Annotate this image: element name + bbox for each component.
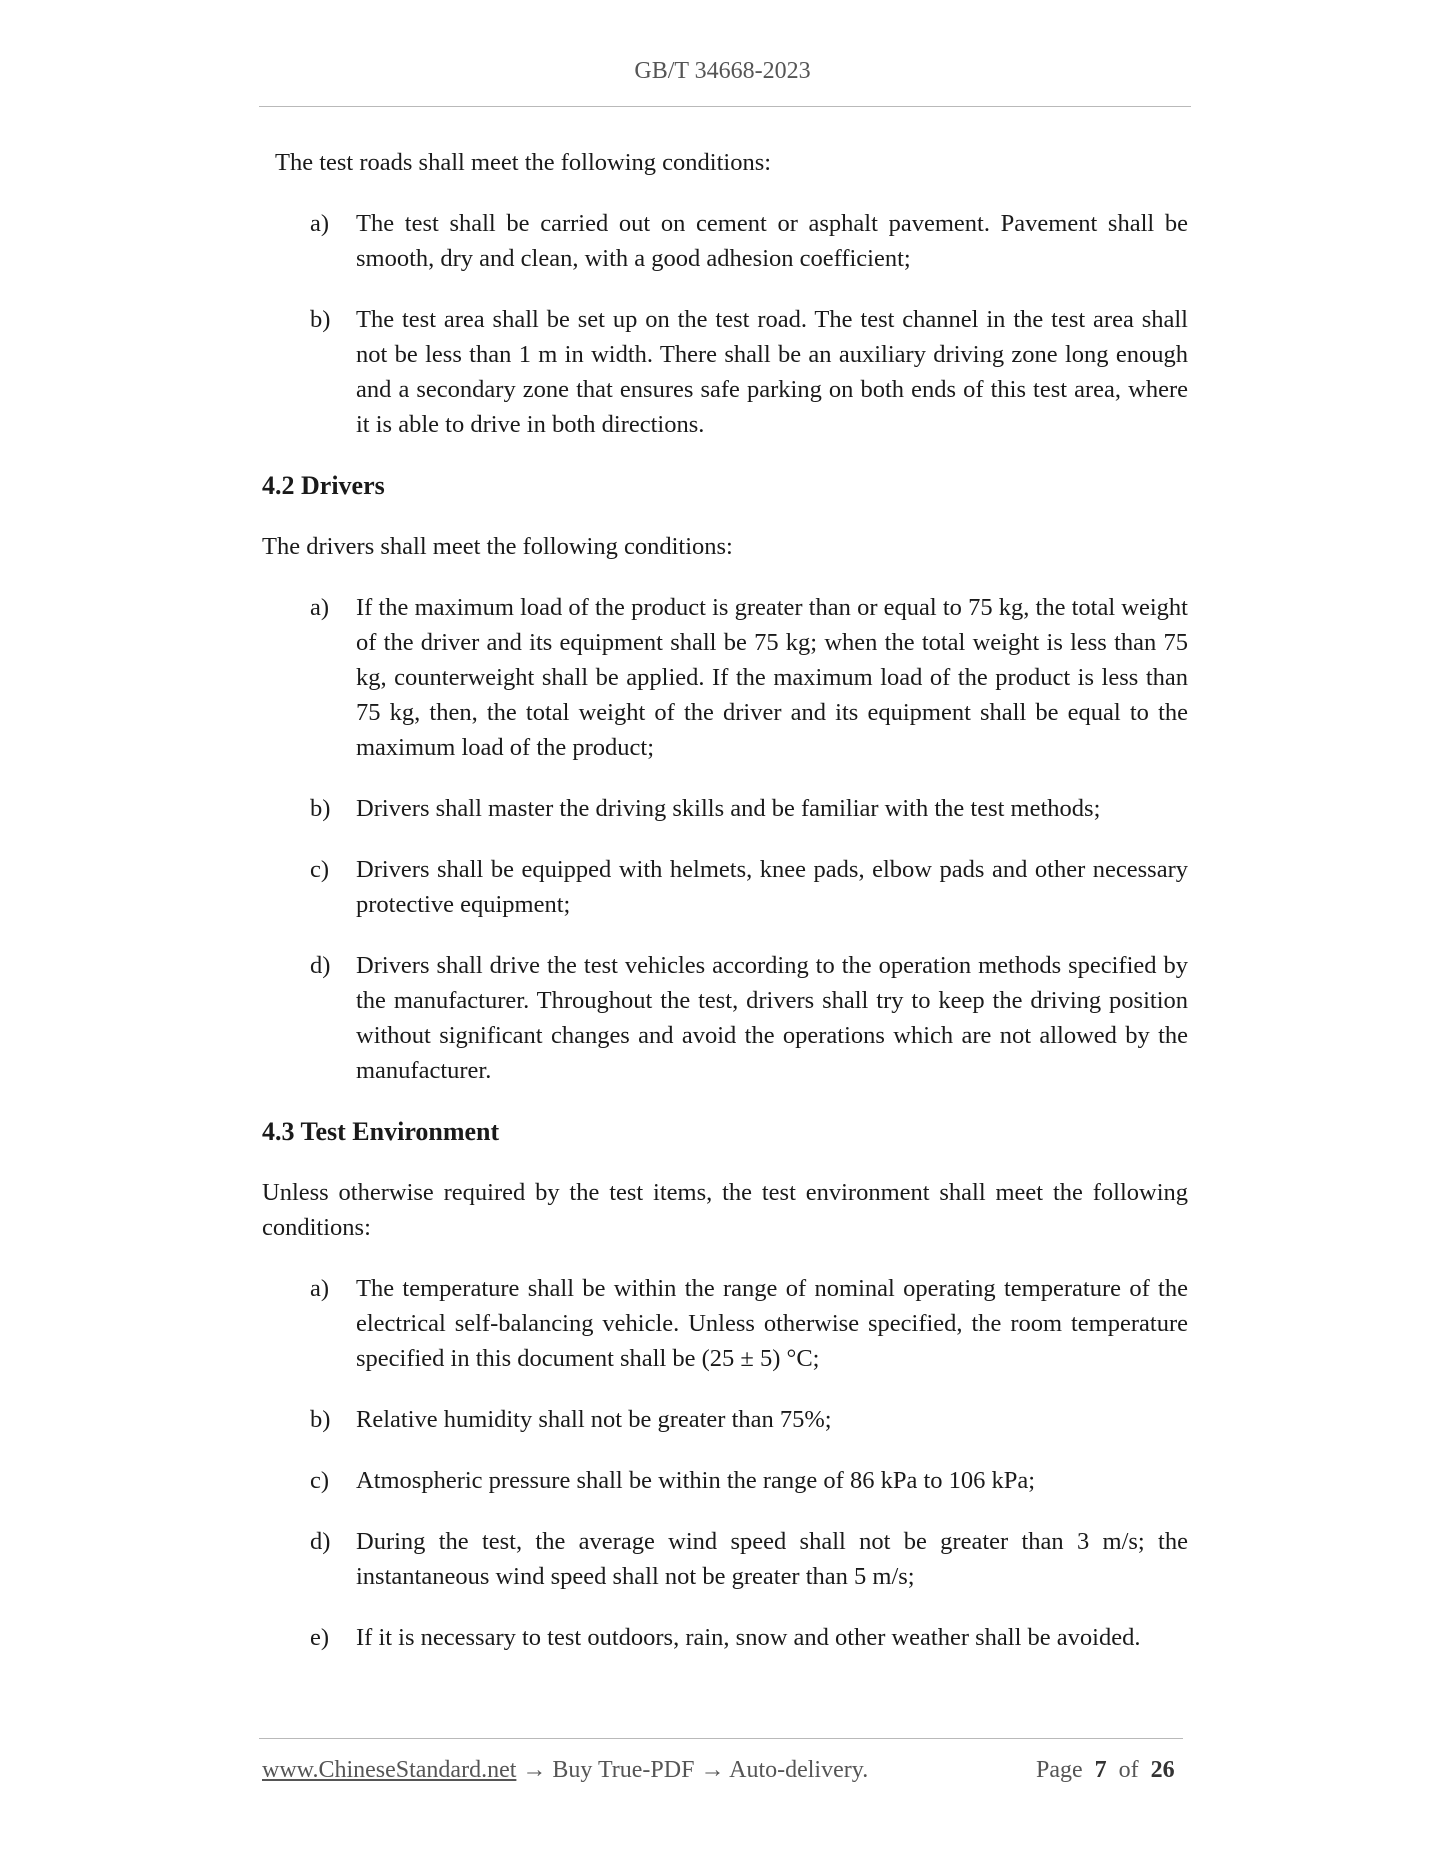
list-marker: b) [310, 1406, 331, 1433]
list-item-text: Drivers shall be equipped with helmets, knee pads, elbow pads and other necessary protective equipment; [356, 856, 1188, 918]
list-item [262, 206, 1188, 276]
list-item-text: Relative humidity shall not be greater than 75%; [356, 1406, 832, 1433]
list-marker: b) [310, 306, 331, 333]
footer-promo-text: → Buy True-PDF → Auto-delivery. [516, 1757, 869, 1783]
list-item-text: Drivers shall drive the test vehicles according to the operation methods specified by the manufacturer. Throughout the test, drivers shall try to keep the driving position without significant changes and avoid the operations which are not allowed by the manufacturer. [356, 952, 1188, 1084]
list-item-text: The temperature shall be within the range of nominal operating temperature of the electrical self-balancing vehicle. Unless otherwise specified, the room temperature specified in this document shall be (25 ± 5) °C; [356, 1275, 1188, 1372]
list-marker: c) [310, 856, 330, 883]
header-divider [259, 106, 1191, 107]
page-of-label: of [1118, 1757, 1139, 1783]
list-marker: a) [310, 1275, 330, 1302]
section-heading-test-environment: 4.3 Test Environment [262, 1117, 500, 1146]
page-total: 26 [1150, 1757, 1175, 1783]
footer-promo [262, 1757, 868, 1784]
list-item [262, 1463, 1188, 1498]
list-item-text: The test shall be carried out on cement or asphalt pavement. Pavement shall be smooth, dry and clean, with a good adhesion coefficient; [356, 210, 1188, 272]
list-marker: b) [310, 795, 331, 822]
list-marker: a) [310, 594, 330, 621]
list-item-text: If it is necessary to test outdoors, rain, snow and other weather shall be avoided. [356, 1624, 1141, 1651]
list-item-text: If the maximum load of the product is greater than or equal to 75 kg, the total weight of the driver and its equipment shall be 75 kg; when the total weight is less than 75 kg, counterweight shall be applied. If the maximum load of the product is less than 75 kg, then, the total weight of the driver and its equipment shall be equal to the maximum load of the product; [356, 594, 1188, 761]
list-item [262, 1402, 1188, 1437]
list-item-text: The test area shall be set up on the test road. The test channel in the test area shall not be less than 1 m in width. There shall be an auxiliary driving zone long enough and a secondary zone that ensures safe parking on both ends of this test area, where it is able to drive in both directions. [356, 306, 1188, 438]
footer-divider [259, 1738, 1183, 1739]
list-item [262, 1524, 1188, 1594]
list-marker: a) [310, 210, 330, 237]
list-item-text: Drivers shall master the driving skills and be familiar with the test methods; [356, 795, 1101, 822]
document-header-title: GB/T 34668-2023 [634, 58, 811, 84]
list-item [262, 791, 1188, 826]
roads-intro: The test roads shall meet the following conditions: [275, 149, 772, 176]
list-marker: c) [310, 1467, 330, 1494]
list-marker: d) [310, 952, 331, 979]
list-item [262, 948, 1188, 1088]
list-item-text: Atmospheric pressure shall be within the range of 86 kPa to 106 kPa; [356, 1467, 1036, 1494]
page-indicator [1036, 1757, 1175, 1784]
section-heading-drivers: 4.2 Drivers [262, 471, 385, 500]
list-item [262, 1271, 1188, 1376]
page-content [262, 145, 1188, 1681]
environment-intro: Unless otherwise required by the test items, the test environment shall meet the following conditions: [262, 1179, 1188, 1241]
list-marker: e) [310, 1624, 330, 1651]
page-label: Page [1036, 1757, 1083, 1783]
list-item [262, 590, 1188, 765]
page-number: 7 [1094, 1757, 1107, 1783]
list-item-text: During the test, the average wind speed shall not be greater than 3 m/s; the instantaneous wind speed shall not be greater than 5 m/s; [356, 1528, 1188, 1590]
list-item [262, 852, 1188, 922]
drivers-intro: The drivers shall meet the following conditions: [262, 533, 733, 560]
list-marker: d) [310, 1528, 331, 1555]
list-item [262, 302, 1188, 442]
website-link[interactable]: www.ChineseStandard.net [262, 1757, 517, 1783]
list-item [262, 1620, 1188, 1655]
